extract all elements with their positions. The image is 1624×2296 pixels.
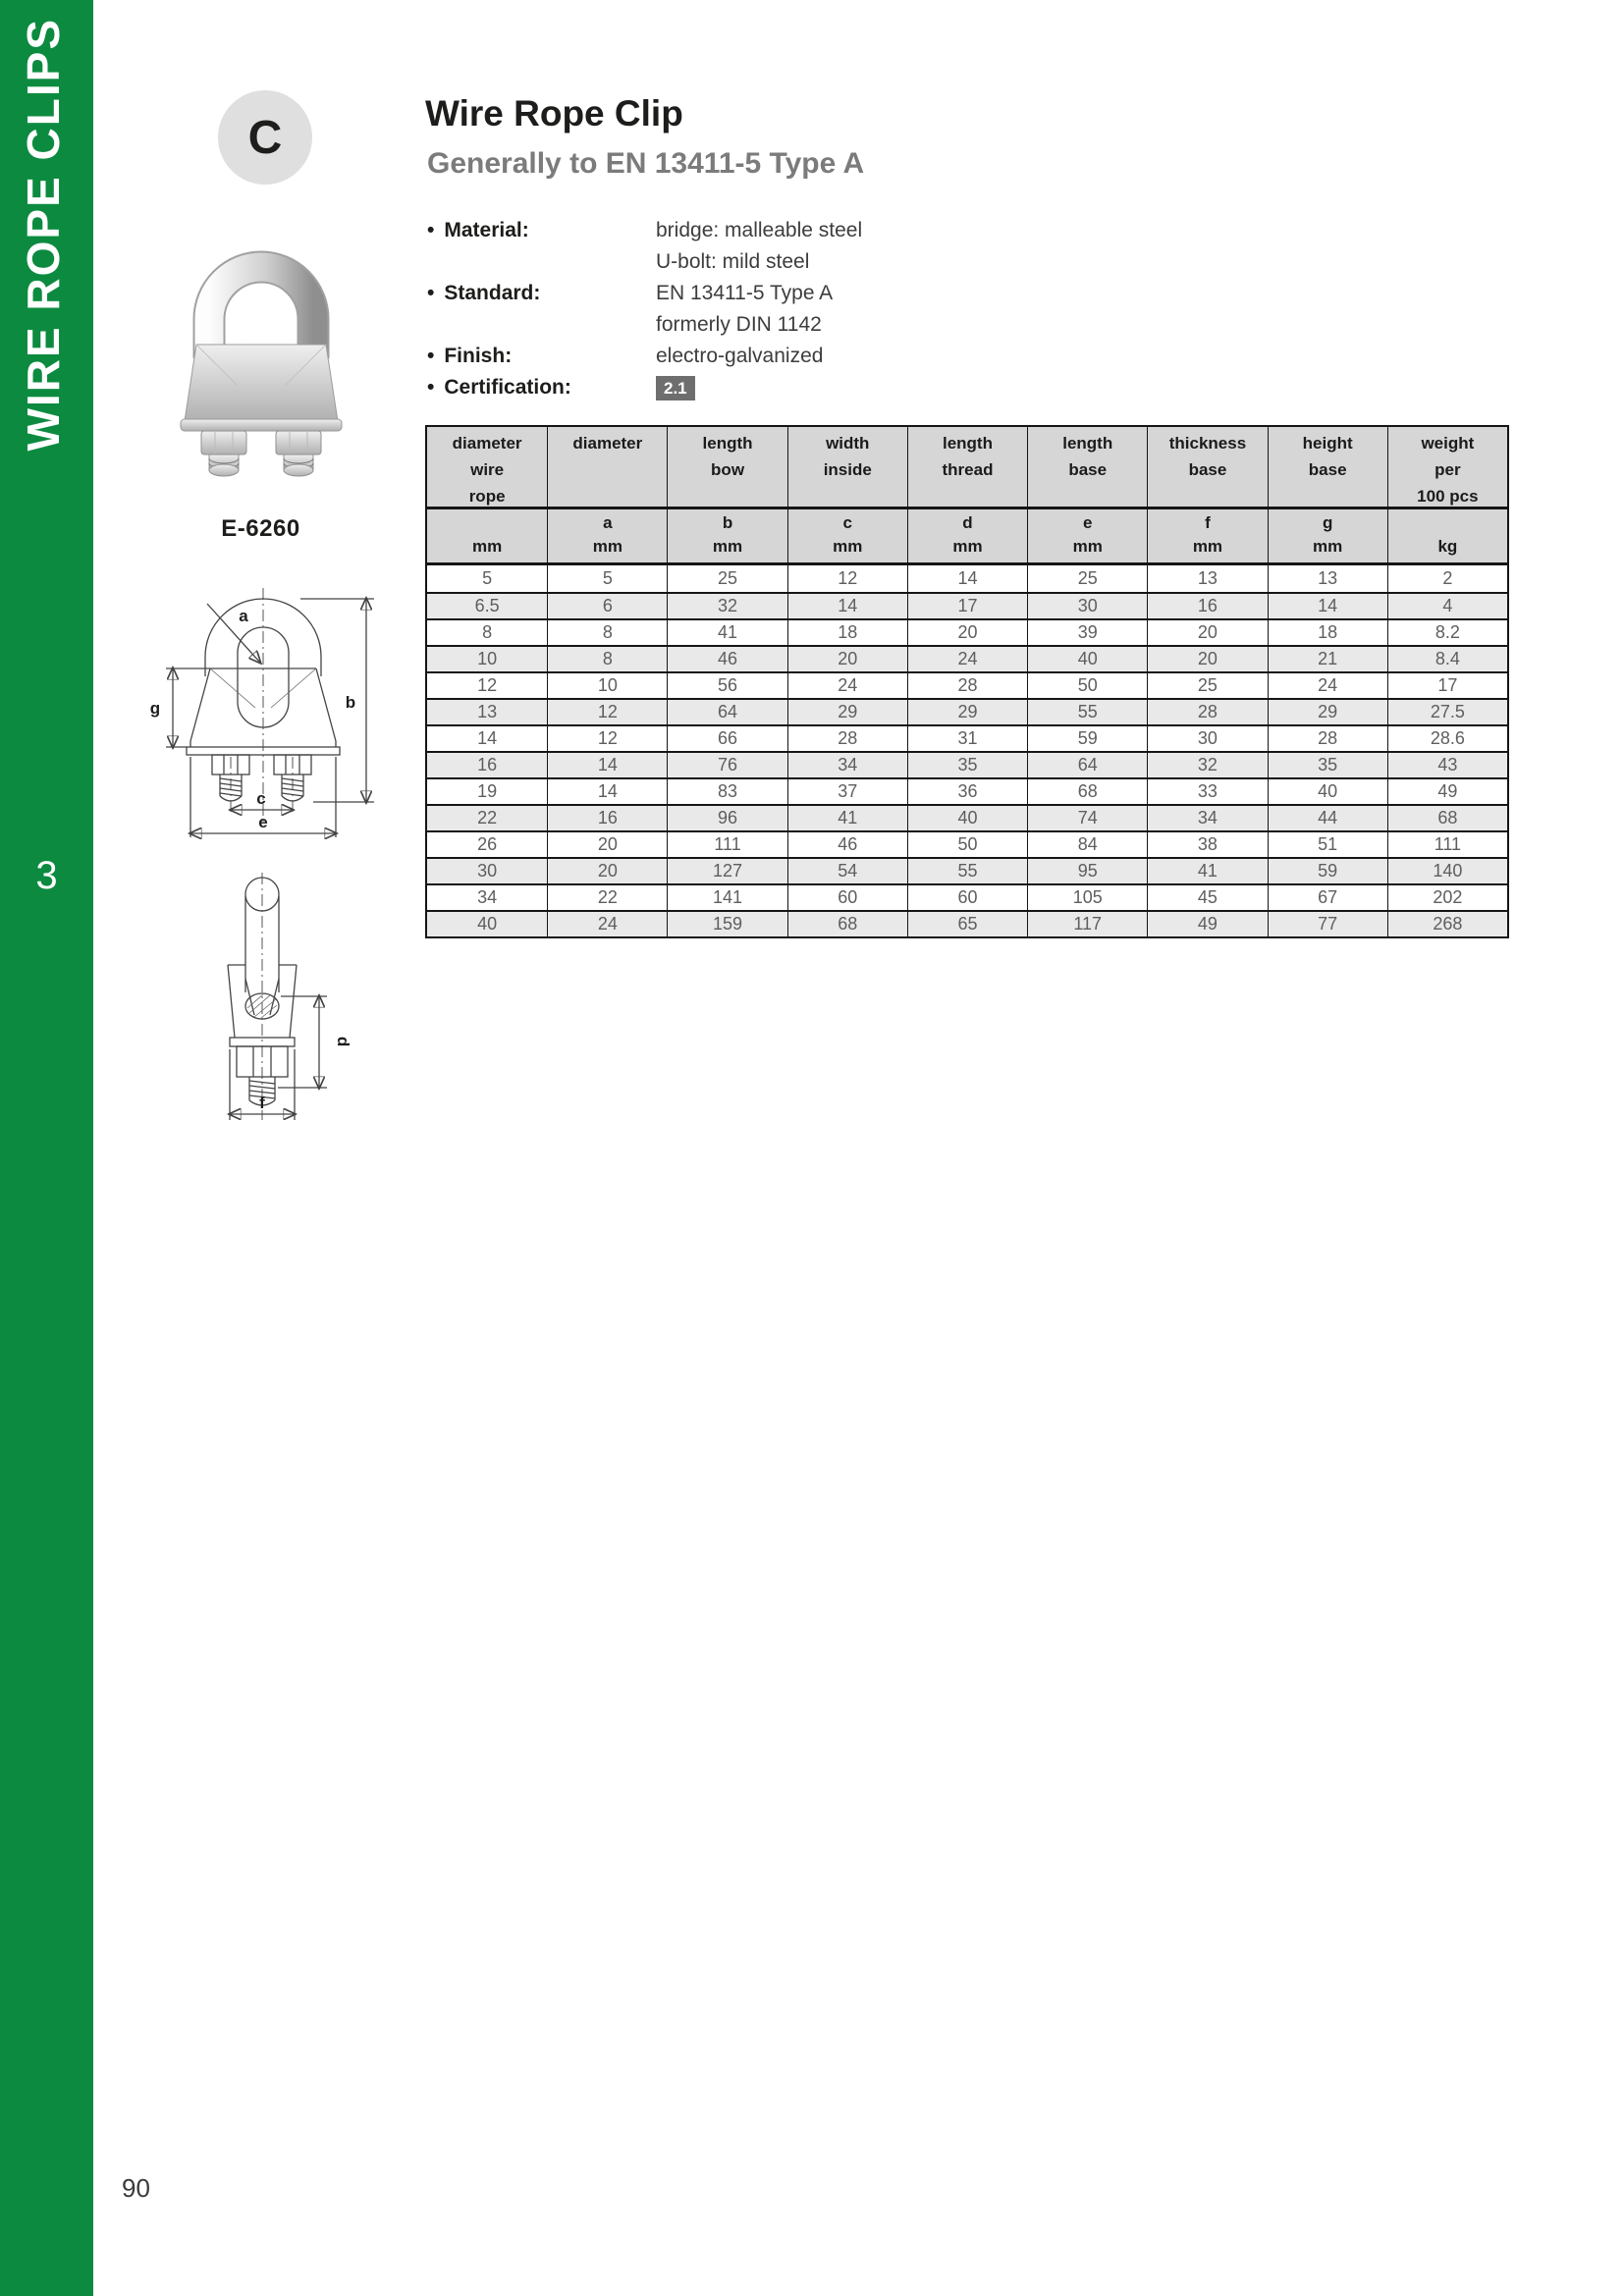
table-cell: 33 — [1147, 779, 1267, 804]
photo-nuts — [201, 431, 321, 476]
table-cell: 28 — [1268, 726, 1387, 751]
table-cell: 67 — [1268, 885, 1387, 910]
table-cell: 17 — [907, 594, 1027, 618]
table-cell: 111 — [1387, 832, 1507, 857]
category-badge-letter: C — [247, 111, 283, 164]
table-cell: 35 — [1268, 753, 1387, 777]
table-cell: 55 — [1027, 700, 1147, 724]
spec-value: U-bolt: mild steel — [656, 250, 810, 273]
column-unit: mm — [952, 537, 983, 556]
table-cell: 18 — [787, 620, 907, 645]
column-letter: b — [722, 513, 733, 532]
table-cell: 29 — [907, 700, 1027, 724]
table-row — [427, 830, 1507, 857]
table-cell: 54 — [787, 859, 907, 883]
table-cell: 20 — [787, 647, 907, 671]
table-cell: 96 — [667, 806, 786, 830]
table-header-cell: weight per 100 pcs — [1387, 427, 1507, 507]
table-cell: 14 — [547, 753, 667, 777]
table-cell: 19 — [477, 781, 498, 801]
dim-e-label: e — [258, 813, 268, 831]
table-subheader-cell — [787, 509, 907, 562]
spec-row — [427, 278, 1036, 341]
product-photo — [155, 229, 366, 479]
column-letter: e — [1082, 513, 1093, 532]
table-cell: 8 — [547, 620, 667, 645]
table-cell: 14 — [547, 779, 667, 804]
table-cell: 46 — [787, 832, 907, 857]
column-unit: mm — [833, 537, 863, 556]
table-cell: 16 — [547, 806, 667, 830]
table-cell: 32 — [667, 594, 786, 618]
table-cell: 68 — [787, 912, 907, 936]
table-cell: 45 — [1147, 885, 1267, 910]
table-header-cell: length bow — [667, 427, 786, 507]
spec-label — [427, 278, 656, 341]
column-unit: mm — [1313, 537, 1343, 556]
spec-row — [427, 372, 1036, 403]
column-unit: mm — [1192, 537, 1223, 556]
certification-badge: 2.1 — [656, 376, 695, 400]
column-letter: f — [1205, 513, 1211, 532]
table-cell: 202 — [1387, 885, 1507, 910]
table-cell: 30 — [477, 861, 498, 881]
table-row — [427, 671, 1507, 698]
table-cell: 22 — [477, 808, 498, 828]
spec-values — [656, 372, 1036, 403]
table-cell: 24 — [787, 673, 907, 698]
table-cell: 29 — [1268, 700, 1387, 724]
table-header-row — [427, 427, 1507, 509]
column-unit: mm — [712, 537, 743, 556]
table-cell: 34 — [477, 887, 498, 907]
table-cell: 49 — [1147, 912, 1267, 936]
dim-g-label: g — [149, 699, 161, 718]
table-cell: 40 — [1268, 779, 1387, 804]
table-cell: 28 — [1147, 700, 1267, 724]
table-cell: 21 — [1268, 647, 1387, 671]
table-cell: 74 — [1027, 806, 1147, 830]
dim-c-label: c — [256, 789, 266, 808]
table-cell: 64 — [1027, 753, 1147, 777]
table-cell: 117 — [1027, 912, 1147, 936]
table-row — [427, 777, 1507, 804]
table-cell: 12 — [787, 565, 907, 592]
table-cell: 12 — [477, 675, 498, 695]
table-subheader-cell — [667, 509, 786, 562]
table-cell: 12 — [547, 700, 667, 724]
table-cell: 68 — [1027, 779, 1147, 804]
bullet-icon: • — [427, 345, 435, 367]
table-cell: 66 — [667, 726, 786, 751]
spec-row — [427, 341, 1036, 372]
column-unit: mm — [471, 537, 503, 556]
sidebar-vertical-title: WIRE ROPE CLIPS — [18, 18, 69, 452]
table-cell: 10 — [477, 649, 498, 668]
table-cell: 56 — [667, 673, 786, 698]
table-row — [427, 592, 1507, 618]
table-cell: 14 — [787, 594, 907, 618]
table-cell: 41 — [667, 620, 786, 645]
table-cell: 39 — [1027, 620, 1147, 645]
table-cell: 127 — [667, 859, 786, 883]
table-cell: 35 — [907, 753, 1027, 777]
front-dimensions — [150, 599, 374, 837]
table-cell: 159 — [667, 912, 786, 936]
table-cell: 38 — [1147, 832, 1267, 857]
dimensions-table — [425, 425, 1509, 938]
table-cell: 31 — [907, 726, 1027, 751]
table-cell: 95 — [1027, 859, 1147, 883]
spec-value: bridge: malleable steel — [656, 219, 863, 241]
dim-b-label: b — [345, 693, 356, 712]
table-cell: 37 — [787, 779, 907, 804]
table-cell: 77 — [1268, 912, 1387, 936]
table-cell: 14 — [1268, 594, 1387, 618]
table-cell: 50 — [907, 832, 1027, 857]
spec-row — [427, 215, 1036, 278]
table-cell: 26 — [477, 834, 498, 854]
table-cell: 50 — [1027, 673, 1147, 698]
table-header-cell: thickness base — [1147, 427, 1267, 507]
spec-label-text: Standard: — [444, 282, 541, 304]
table-cell: 22 — [547, 885, 667, 910]
table-cell: 84 — [1027, 832, 1147, 857]
table-row — [427, 618, 1507, 645]
table-cell: 140 — [1387, 859, 1507, 883]
table-cell: 65 — [907, 912, 1027, 936]
table-cell: 83 — [667, 779, 786, 804]
table-header-cell: diameter — [547, 427, 667, 507]
table-cell: 8 — [547, 647, 667, 671]
spec-label — [427, 215, 656, 278]
column-unit: mm — [592, 537, 623, 556]
table-cell: 46 — [667, 647, 786, 671]
table-cell: 8.2 — [1387, 620, 1507, 645]
side-dimensions — [230, 996, 352, 1120]
table-cell: 5 — [547, 565, 667, 592]
table-cell: 40 — [477, 914, 498, 934]
table-cell: 105 — [1027, 885, 1147, 910]
table-cell: 16 — [1147, 594, 1267, 618]
table-cell: 41 — [787, 806, 907, 830]
table-cell: 5 — [482, 568, 493, 588]
table-cell: 16 — [477, 755, 498, 774]
table-cell: 4 — [1387, 594, 1507, 618]
table-subheader-cell — [1268, 509, 1387, 562]
spec-value: electro-galvanized — [656, 345, 824, 367]
bullet-icon: • — [427, 282, 435, 304]
table-cell: 14 — [907, 565, 1027, 592]
table-cell: 20 — [907, 620, 1027, 645]
spec-label-text: Certification: — [444, 376, 571, 399]
dim-f-label: f — [259, 1094, 265, 1112]
category-badge — [218, 90, 312, 185]
spec-values — [656, 341, 1036, 372]
spec-list — [427, 215, 1036, 403]
table-cell: 25 — [1147, 673, 1267, 698]
table-cell: 28 — [787, 726, 907, 751]
table-cell: 60 — [787, 885, 907, 910]
table-cell: 25 — [667, 565, 786, 592]
table-cell: 111 — [667, 832, 786, 857]
table-header-cell: width inside — [787, 427, 907, 507]
column-letter: d — [962, 513, 973, 532]
table-cell: 25 — [1027, 565, 1147, 592]
table-cell: 40 — [907, 806, 1027, 830]
table-cell: 44 — [1268, 806, 1387, 830]
drawing-side-view — [137, 869, 363, 1126]
spec-label — [427, 341, 656, 372]
table-cell: 32 — [1147, 753, 1267, 777]
table-cell: 12 — [547, 726, 667, 751]
table-cell: 64 — [667, 700, 786, 724]
table-row — [427, 698, 1507, 724]
table-header-cell: diameter wire rope — [452, 434, 522, 506]
table-cell: 49 — [1387, 779, 1507, 804]
table-row — [427, 910, 1507, 936]
table-cell: 51 — [1268, 832, 1387, 857]
spec-label — [427, 372, 656, 403]
column-letter: c — [842, 513, 852, 532]
table-cell: 59 — [1027, 726, 1147, 751]
table-cell: 36 — [907, 779, 1027, 804]
table-cell: 43 — [1387, 753, 1507, 777]
table-cell: 141 — [667, 885, 786, 910]
table-subheader-cell — [427, 509, 547, 562]
bullet-icon: • — [427, 376, 435, 399]
table-cell: 2 — [1387, 565, 1507, 592]
spec-value — [656, 372, 1036, 403]
column-unit: kg — [1437, 537, 1458, 556]
spec-label-text: Material: — [444, 219, 529, 241]
spec-label-text: Finish: — [444, 345, 513, 367]
table-cell: 60 — [907, 885, 1027, 910]
table-cell: 14 — [477, 728, 498, 748]
table-header-cell: length base — [1027, 427, 1147, 507]
table-cell: 13 — [1147, 565, 1267, 592]
table-subheader-cell — [1147, 509, 1267, 562]
table-cell: 17 — [1387, 673, 1507, 698]
table-cell: 28 — [907, 673, 1027, 698]
table-cell: 20 — [547, 859, 667, 883]
table-cell: 76 — [667, 753, 786, 777]
page-number: 90 — [122, 2173, 150, 2203]
table-subheader-cell — [1387, 509, 1507, 562]
table-cell: 40 — [1027, 647, 1147, 671]
spec-value: EN 13411-5 Type A — [656, 282, 834, 304]
table-cell: 27.5 — [1387, 700, 1507, 724]
page-title: Wire Rope Clip — [425, 93, 683, 133]
section-number: 3 — [35, 854, 58, 897]
table-cell: 10 — [547, 673, 667, 698]
table-cell: 24 — [547, 912, 667, 936]
dim-a-label: a — [239, 607, 248, 625]
table-cell: 8 — [482, 622, 493, 642]
table-cell: 28.6 — [1387, 726, 1507, 751]
table-subheader-row — [427, 509, 1507, 565]
table-cell: 30 — [1147, 726, 1267, 751]
spec-values — [656, 278, 1036, 341]
column-letter: a — [603, 513, 613, 532]
table-cell: 24 — [907, 647, 1027, 671]
drawing-front-view — [108, 582, 412, 852]
page-subtitle: Generally to EN 13411-5 Type A — [427, 147, 865, 180]
table-row — [427, 883, 1507, 910]
spec-values — [656, 215, 1036, 278]
table-cell: 8.4 — [1387, 647, 1507, 671]
spec-value: formerly DIN 1142 — [656, 313, 822, 336]
bullet-icon: • — [427, 219, 435, 241]
table-cell: 20 — [547, 832, 667, 857]
table-cell: 55 — [907, 859, 1027, 883]
table-cell: 18 — [1268, 620, 1387, 645]
table-header-cell: length thread — [907, 427, 1027, 507]
table-row — [427, 857, 1507, 883]
sidebar — [0, 0, 93, 2296]
product-code: E-6260 — [221, 515, 300, 542]
table-row — [427, 751, 1507, 777]
table-cell: 29 — [787, 700, 907, 724]
table-cell: 34 — [1147, 806, 1267, 830]
table-header-cell: height base — [1268, 427, 1387, 507]
table-cell: 59 — [1268, 859, 1387, 883]
table-cell: 41 — [1147, 859, 1267, 883]
table-cell: 268 — [1387, 912, 1507, 936]
table-row — [427, 565, 1507, 592]
table-cell: 34 — [787, 753, 907, 777]
table-cell: 6 — [547, 594, 667, 618]
table-cell: 20 — [1147, 620, 1267, 645]
table-row — [427, 724, 1507, 751]
table-subheader-cell — [907, 509, 1027, 562]
column-unit: mm — [1072, 537, 1103, 556]
table-cell: 30 — [1027, 594, 1147, 618]
photo-bridge — [181, 345, 342, 431]
table-cell: 68 — [1387, 806, 1507, 830]
column-letter: g — [1322, 513, 1333, 532]
table-cell: 20 — [1147, 647, 1267, 671]
table-cell: 6.5 — [474, 596, 500, 615]
table-subheader-cell — [1027, 509, 1147, 562]
table-row — [427, 804, 1507, 830]
table-cell: 13 — [477, 702, 498, 721]
table-subheader-cell — [547, 509, 667, 562]
dim-d-label: d — [334, 1036, 352, 1047]
table-cell: 13 — [1268, 565, 1387, 592]
table-row — [427, 645, 1507, 671]
table-cell: 24 — [1268, 673, 1387, 698]
